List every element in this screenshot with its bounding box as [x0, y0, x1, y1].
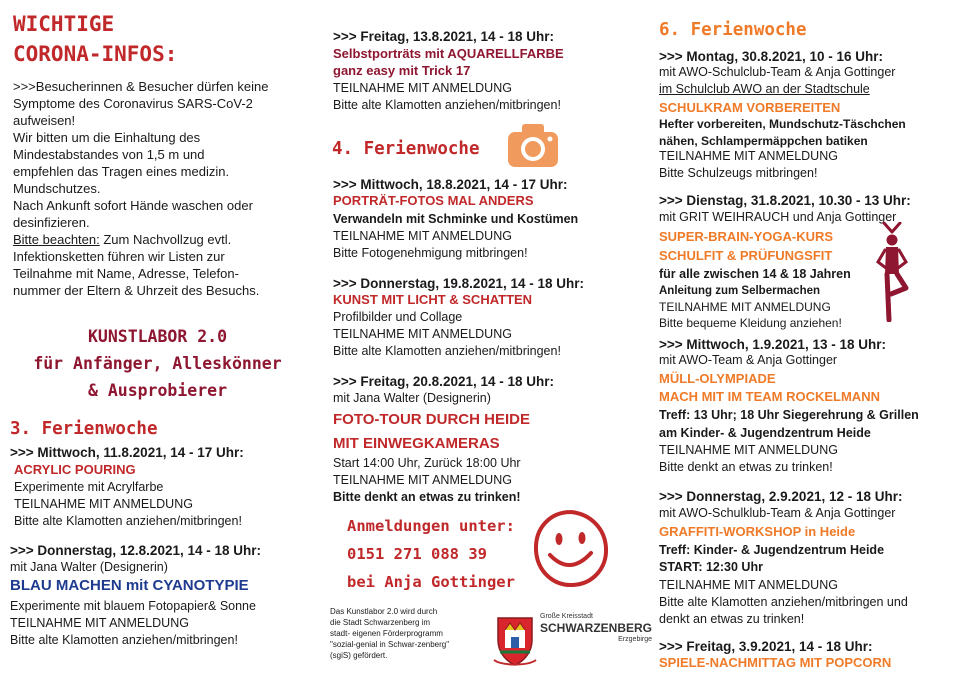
text-line [13, 231, 313, 248]
event-details [659, 299, 842, 331]
beachten-label: Bitte beachten: [13, 232, 100, 247]
event-date: >>> Freitag, 3.9.2021, 14 - 18 Uhr: [659, 639, 873, 654]
event-host: mit AWO-Team & Anja Gottinger [659, 353, 838, 367]
text-line: Das Kunstlabor 2.0 wird durch [330, 607, 438, 616]
text-line: die Stadt Schwarzenberg im [330, 618, 431, 627]
text-line: denkt an etwas zu trinken! [659, 612, 805, 626]
corona-title [13, 11, 177, 67]
event-details [659, 577, 908, 628]
event-title: SCHULKRAM VORBEREITEN [659, 100, 841, 115]
text-line: TEILNAHME MIT ANMELDUNG [333, 229, 512, 243]
logo-line2: SCHWARZENBERG [540, 621, 653, 635]
event-host: mit Jana Walter (Designerin) [10, 560, 168, 574]
event-title: SPIELE-NACHMITTAG MIT POPCORN [659, 655, 892, 670]
event-date: >>> Montag, 30.8.2021, 10 - 16 Uhr: [659, 49, 883, 64]
text-line: Bitte Schulzeugs mitbringen! [659, 166, 818, 180]
event-date: >>> Freitag, 20.8.2021, 14 - 18 Uhr: [333, 374, 554, 389]
event-subtitle [659, 406, 919, 442]
event-date: >>> Donnerstag, 12.8.2021, 14 - 18 Uhr: [10, 543, 261, 558]
yoga-figure-icon [872, 222, 912, 322]
text-line: TEILNAHME MIT ANMELDUNG [659, 443, 838, 457]
week3-heading: 3. Ferienwoche [10, 419, 158, 439]
text-line: START: 12:30 Uhr [659, 560, 763, 574]
text-line: Treff: 13 Uhr; 18 Uhr Siegerehrung & Grillen [659, 408, 919, 422]
text-line: Wir bitten um die Einhaltung des [13, 130, 201, 145]
week4-heading: 4. Ferienwoche [332, 139, 480, 159]
event-title: PORTRÄT-FOTOS MAL ANDERS [333, 193, 534, 208]
text-line: >>>Besucherinnen & Besucher dürfen keine [13, 79, 269, 94]
event-details [10, 598, 256, 649]
title-line: MACH MIT IM TEAM ROCKELMANN [659, 389, 880, 404]
text-line: Symptome des Coronavirus SARS-CoV-2 [13, 96, 253, 111]
text-line: TEILNAHME MIT ANMELDUNG [659, 300, 831, 314]
kunstlabor-line3: & Ausprobierer [87, 381, 228, 400]
text-line: Bitte denkt an etwas zu trinken! [333, 490, 521, 504]
event-subtitle: ganz easy mit Trick 17 [333, 63, 471, 78]
event-title [333, 408, 530, 456]
registration-contact: bei Anja Gottinger [347, 573, 515, 591]
text-line: TEILNAHME MIT ANMELDUNG [14, 497, 193, 511]
text-line: TEILNAHME MIT ANMELDUNG [10, 616, 189, 630]
beachten-rest: Zum Nachvollzug evtl. [99, 232, 232, 247]
event-date: >>> Dienstag, 31.8.2021, 10.30 - 13 Uhr: [659, 193, 911, 208]
text-line: Teilnahme mit Name, Adresse, Telefon- [13, 266, 239, 281]
corona-text [13, 78, 313, 299]
kunstlabor-heading [0, 323, 315, 404]
text-line: Bitte alte Klamotten anziehen/mitbringen! [333, 344, 561, 358]
title-line: MIT EINWEGKAMERAS [333, 435, 500, 452]
text-line: empfehlen das Tragen eines medizin. [13, 164, 230, 179]
corona-title-line1: WICHTIGE [13, 12, 115, 36]
text-line: stadt- eigenen Förderprogramm [330, 629, 443, 638]
event-date: >>> Mittwoch, 18.8.2021, 14 - 17 Uhr: [333, 177, 568, 192]
text-line: Profilbilder und Collage [333, 310, 463, 324]
text-line: Bitte Fotogenehmigung mitbringen! [333, 246, 528, 260]
city-crest-logo [492, 610, 538, 668]
event-title: Selbstporträts mit AQUARELLFARBE [333, 46, 564, 61]
event-details [333, 80, 561, 114]
event-place: im Schulclub AWO an der Stadtschule [659, 82, 870, 96]
text-line: Bitte alte Klamotten anziehen/mitbringen! [14, 514, 242, 528]
corona-title-line2: CORONA-INFOS: [13, 42, 178, 66]
text-line: desinfizieren. [13, 215, 90, 230]
title-line: SCHULFIT & PRÜFUNGSFIT [659, 248, 833, 263]
text-line: Bitte alte Klamotten anziehen/mitbringen! [10, 633, 238, 647]
event-subtitle: für alle zwischen 14 & 18 Jahren [659, 267, 851, 281]
text-line: TEILNAHME MIT ANMELDUNG [333, 473, 512, 487]
event-details [14, 479, 242, 530]
text-line: TEILNAHME MIT ANMELDUNG [659, 149, 838, 163]
logo-line1: Große Kreisstadt [540, 613, 593, 620]
event-date: >>> Mittwoch, 11.8.2021, 14 - 17 Uhr: [10, 445, 244, 460]
event-details [659, 148, 838, 182]
kunstlabor-line2: für Anfänger, Alleskönner [33, 354, 282, 373]
registration-title: Anmeldungen unter: [347, 517, 515, 535]
event-title: BLAU MACHEN mit CYANOTYPIE [10, 577, 249, 594]
funding-note [330, 606, 449, 661]
event-host: mit AWO-Schulklub-Team & Anja Gottinger [659, 506, 896, 520]
event-details [333, 228, 528, 262]
registration-phone: 0151 271 088 39 [347, 545, 487, 563]
text-line: Mundschutzes. [13, 181, 101, 196]
event-date: >>> Mittwoch, 1.9.2021, 13 - 18 Uhr: [659, 337, 886, 352]
event-details [333, 455, 521, 506]
text-line: Experimente mit Acrylfarbe [14, 480, 164, 494]
event-subtitle [659, 542, 884, 576]
event-date: >>> Donnerstag, 2.9.2021, 12 - 18 Uhr: [659, 489, 903, 504]
text-line: Bitte bequeme Kleidung anziehen! [659, 316, 842, 330]
text-line: am Kinder- & Jugendzentrum Heide [659, 426, 871, 440]
text-line: TEILNAHME MIT ANMELDUNG [659, 578, 838, 592]
text-line: Bitte alte Klamotten anziehen/mitbringen! [333, 98, 561, 112]
text-line: TEILNAHME MIT ANMELDUNG [333, 327, 512, 341]
title-line: MÜLL-OLYMPIADE [659, 371, 776, 386]
title-line: FOTO-TOUR DURCH HEIDE [333, 411, 530, 428]
event-subtitle: Verwandeln mit Schminke und Kostümen [333, 212, 579, 226]
event-title: ACRYLIC POURING [14, 462, 136, 477]
registration-box [347, 512, 515, 596]
event-host: mit AWO-Schulclub-Team & Anja Gottinger [659, 65, 896, 79]
text-line: Experimente mit blauem Fotopapier& Sonne [10, 599, 256, 613]
event-host: mit GRIT WEIHRAUCH und Anja Gottinger [659, 210, 897, 224]
kunstlabor-line1: KUNSTLABOR 2.0 [87, 327, 228, 346]
text-line: TEILNAHME MIT ANMELDUNG [333, 81, 512, 95]
text-line: nummer der Eltern & Uhrzeit des Besuchs. [13, 283, 260, 298]
event-date: >>> Donnerstag, 19.8.2021, 14 - 18 Uhr: [333, 276, 584, 291]
event-title: GRAFFITI-WORKSHOP in Heide [659, 524, 856, 539]
event-title [659, 370, 880, 406]
text-line: aufweisen! [13, 113, 76, 128]
text-line: Mindestabstandes von 1,5 m und [13, 147, 205, 162]
text-line: Nach Ankunft sofort Hände waschen oder [13, 198, 253, 213]
text-line: Start 14:00 Uhr, Zurück 18:00 Uhr [333, 456, 521, 470]
text-line: (sgiS) gefördert. [330, 651, 388, 660]
logo-line3: Erzgebirge [618, 636, 653, 643]
event-subtitle [659, 116, 906, 150]
event-details [659, 442, 838, 476]
text-line: Treff: Kinder- & Jugendzentrum Heide [659, 543, 885, 557]
event-title [659, 227, 833, 265]
text-line: Hefter vorbereiten, Mundschutz-Täschchen [659, 117, 906, 131]
event-host: mit Jana Walter (Designerin) [333, 391, 491, 405]
city-logo-text [540, 612, 652, 644]
event-details [333, 309, 561, 360]
smiley-icon [530, 508, 612, 590]
event-subtitle: Anleitung zum Selbermachen [659, 285, 821, 297]
title-line: SUPER-BRAIN-YOGA-KURS [659, 229, 834, 244]
text-line: Bitte alte Klamotten anziehen/mitbringen und [659, 595, 908, 609]
text-line: Infektionsketten führen wir Listen zur [13, 249, 225, 264]
event-date: >>> Freitag, 13.8.2021, 14 - 18 Uhr: [333, 29, 554, 44]
camera-icon [505, 120, 561, 170]
text-line: Bitte denkt an etwas zu trinken! [659, 460, 833, 474]
text-line: nähen, Schlampermäppchen batiken [659, 134, 868, 148]
text-line: "sozial-genial in Schwar-zenberg" [330, 640, 450, 649]
event-title: KUNST MIT LICHT & SCHATTEN [333, 292, 533, 307]
week6-heading: 6. Ferienwoche [659, 20, 807, 40]
